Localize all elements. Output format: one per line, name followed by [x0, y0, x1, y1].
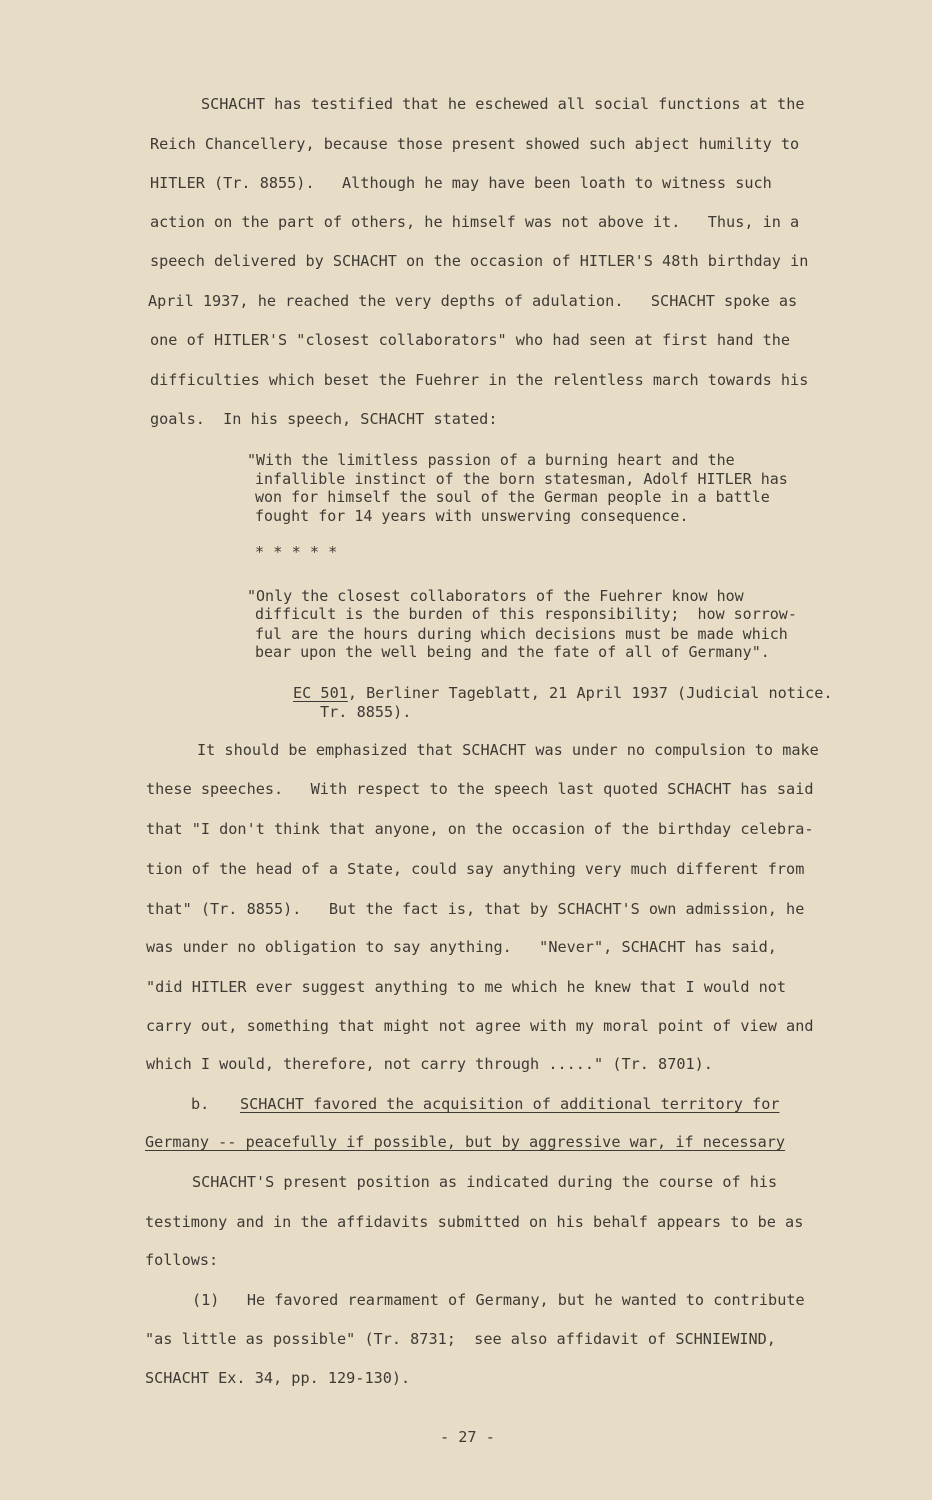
- para2-line2: these speeches. With respect to the speech last quoted SCHACHT has said: [146, 780, 814, 798]
- para1-line1: SCHACHT has testified that he eschewed all social functions at the: [201, 95, 805, 113]
- para1-line9: goals. In his speech, SCHACHT stated:: [150, 410, 498, 428]
- para2-line3: that "I don't think that anyone, on the occasion of the birthday celebra-: [146, 820, 814, 838]
- para3-line1: SCHACHT'S present position as indicated during the course of his: [192, 1173, 778, 1191]
- para2-line8: carry out, something that might not agree with my moral point of view and: [146, 1017, 814, 1035]
- asterisk-separator: * * * * *: [255, 543, 338, 561]
- citation-line1: [293, 684, 833, 702]
- item1-line3: SCHACHT Ex. 34, pp. 129-130).: [145, 1369, 411, 1387]
- para3-line3: follows:: [145, 1251, 219, 1269]
- quote1-line2: infallible instinct of the born statesman, Adolf HITLER has: [255, 470, 788, 488]
- citation-line2: Tr. 8855).: [320, 703, 412, 721]
- quote1-line1: "With the limitless passion of a burning heart and the: [247, 451, 735, 469]
- item1-line1: (1) He favored rearmament of Germany, but he wanted to contribute: [192, 1291, 805, 1309]
- page-number: - 27 -: [440, 1428, 495, 1446]
- para1-line6: April 1937, he reached the very depths of adulation. SCHACHT spoke as: [148, 292, 798, 310]
- quote2-line4: bear upon the well being and the fate of all of Germany".: [255, 643, 770, 661]
- para1-line2: Reich Chancellery, because those present showed such abject humility to: [150, 135, 800, 153]
- para2-line5: that" (Tr. 8855). But the fact is, that by SCHACHT'S own admission, he: [146, 900, 805, 918]
- para2-line4: tion of the head of a State, could say anything very much different from: [146, 860, 805, 878]
- para2-line9: which I would, therefore, not carry through ....." (Tr. 8701).: [146, 1055, 713, 1073]
- item1-line2: "as little as possible" (Tr. 8731; see also affidavit of SCHNIEWIND,: [145, 1330, 776, 1348]
- citation-exhibit-ref: EC 501: [293, 684, 348, 702]
- para1-line7: one of HITLER'S "closest collaborators" who had seen at first hand the: [150, 331, 791, 349]
- quote2-line3: ful are the hours during which decisions must be made which: [255, 625, 788, 643]
- para3-line2: testimony and in the affidavits submitted on his behalf appears to be as: [145, 1213, 804, 1231]
- quote1-line3: won for himself the soul of the German people in a battle: [255, 488, 770, 506]
- para1-line4: action on the part of others, he himself was not above it. Thus, in a: [150, 213, 800, 231]
- para2-line1: It should be emphasized that SCHACHT was under no compulsion to make: [197, 741, 819, 759]
- para2-line7: "did HITLER ever suggest anything to me which he knew that I would not: [146, 978, 787, 996]
- quote2-line2: difficult is the burden of this responsibility; how sorrow-: [255, 605, 797, 623]
- para2-line6: was under no obligation to say anything. "Never", SCHACHT has said,: [146, 938, 777, 956]
- section-b-heading-line2: Germany -- peacefully if possible, but by aggressive war, if necessary: [145, 1133, 786, 1151]
- section-b-heading-line1: SCHACHT favored the acquisition of additional territory for: [240, 1095, 780, 1113]
- section-b-label: b.: [191, 1095, 210, 1113]
- para1-line8: difficulties which beset the Fuehrer in the relentless march towards his: [150, 371, 809, 389]
- quote2-line1: "Only the closest collaborators of the Fuehrer know how: [247, 587, 744, 605]
- para1-line5: speech delivered by SCHACHT on the occasion of HITLER'S 48th birthday in: [150, 252, 809, 270]
- para1-line3: HITLER (Tr. 8855). Although he may have been loath to witness such: [150, 174, 772, 192]
- quote1-line4: fought for 14 years with unswerving consequence.: [255, 507, 689, 525]
- citation-text: , Berliner Tageblatt, 21 April 1937 (Judicial notice.: [347, 684, 833, 702]
